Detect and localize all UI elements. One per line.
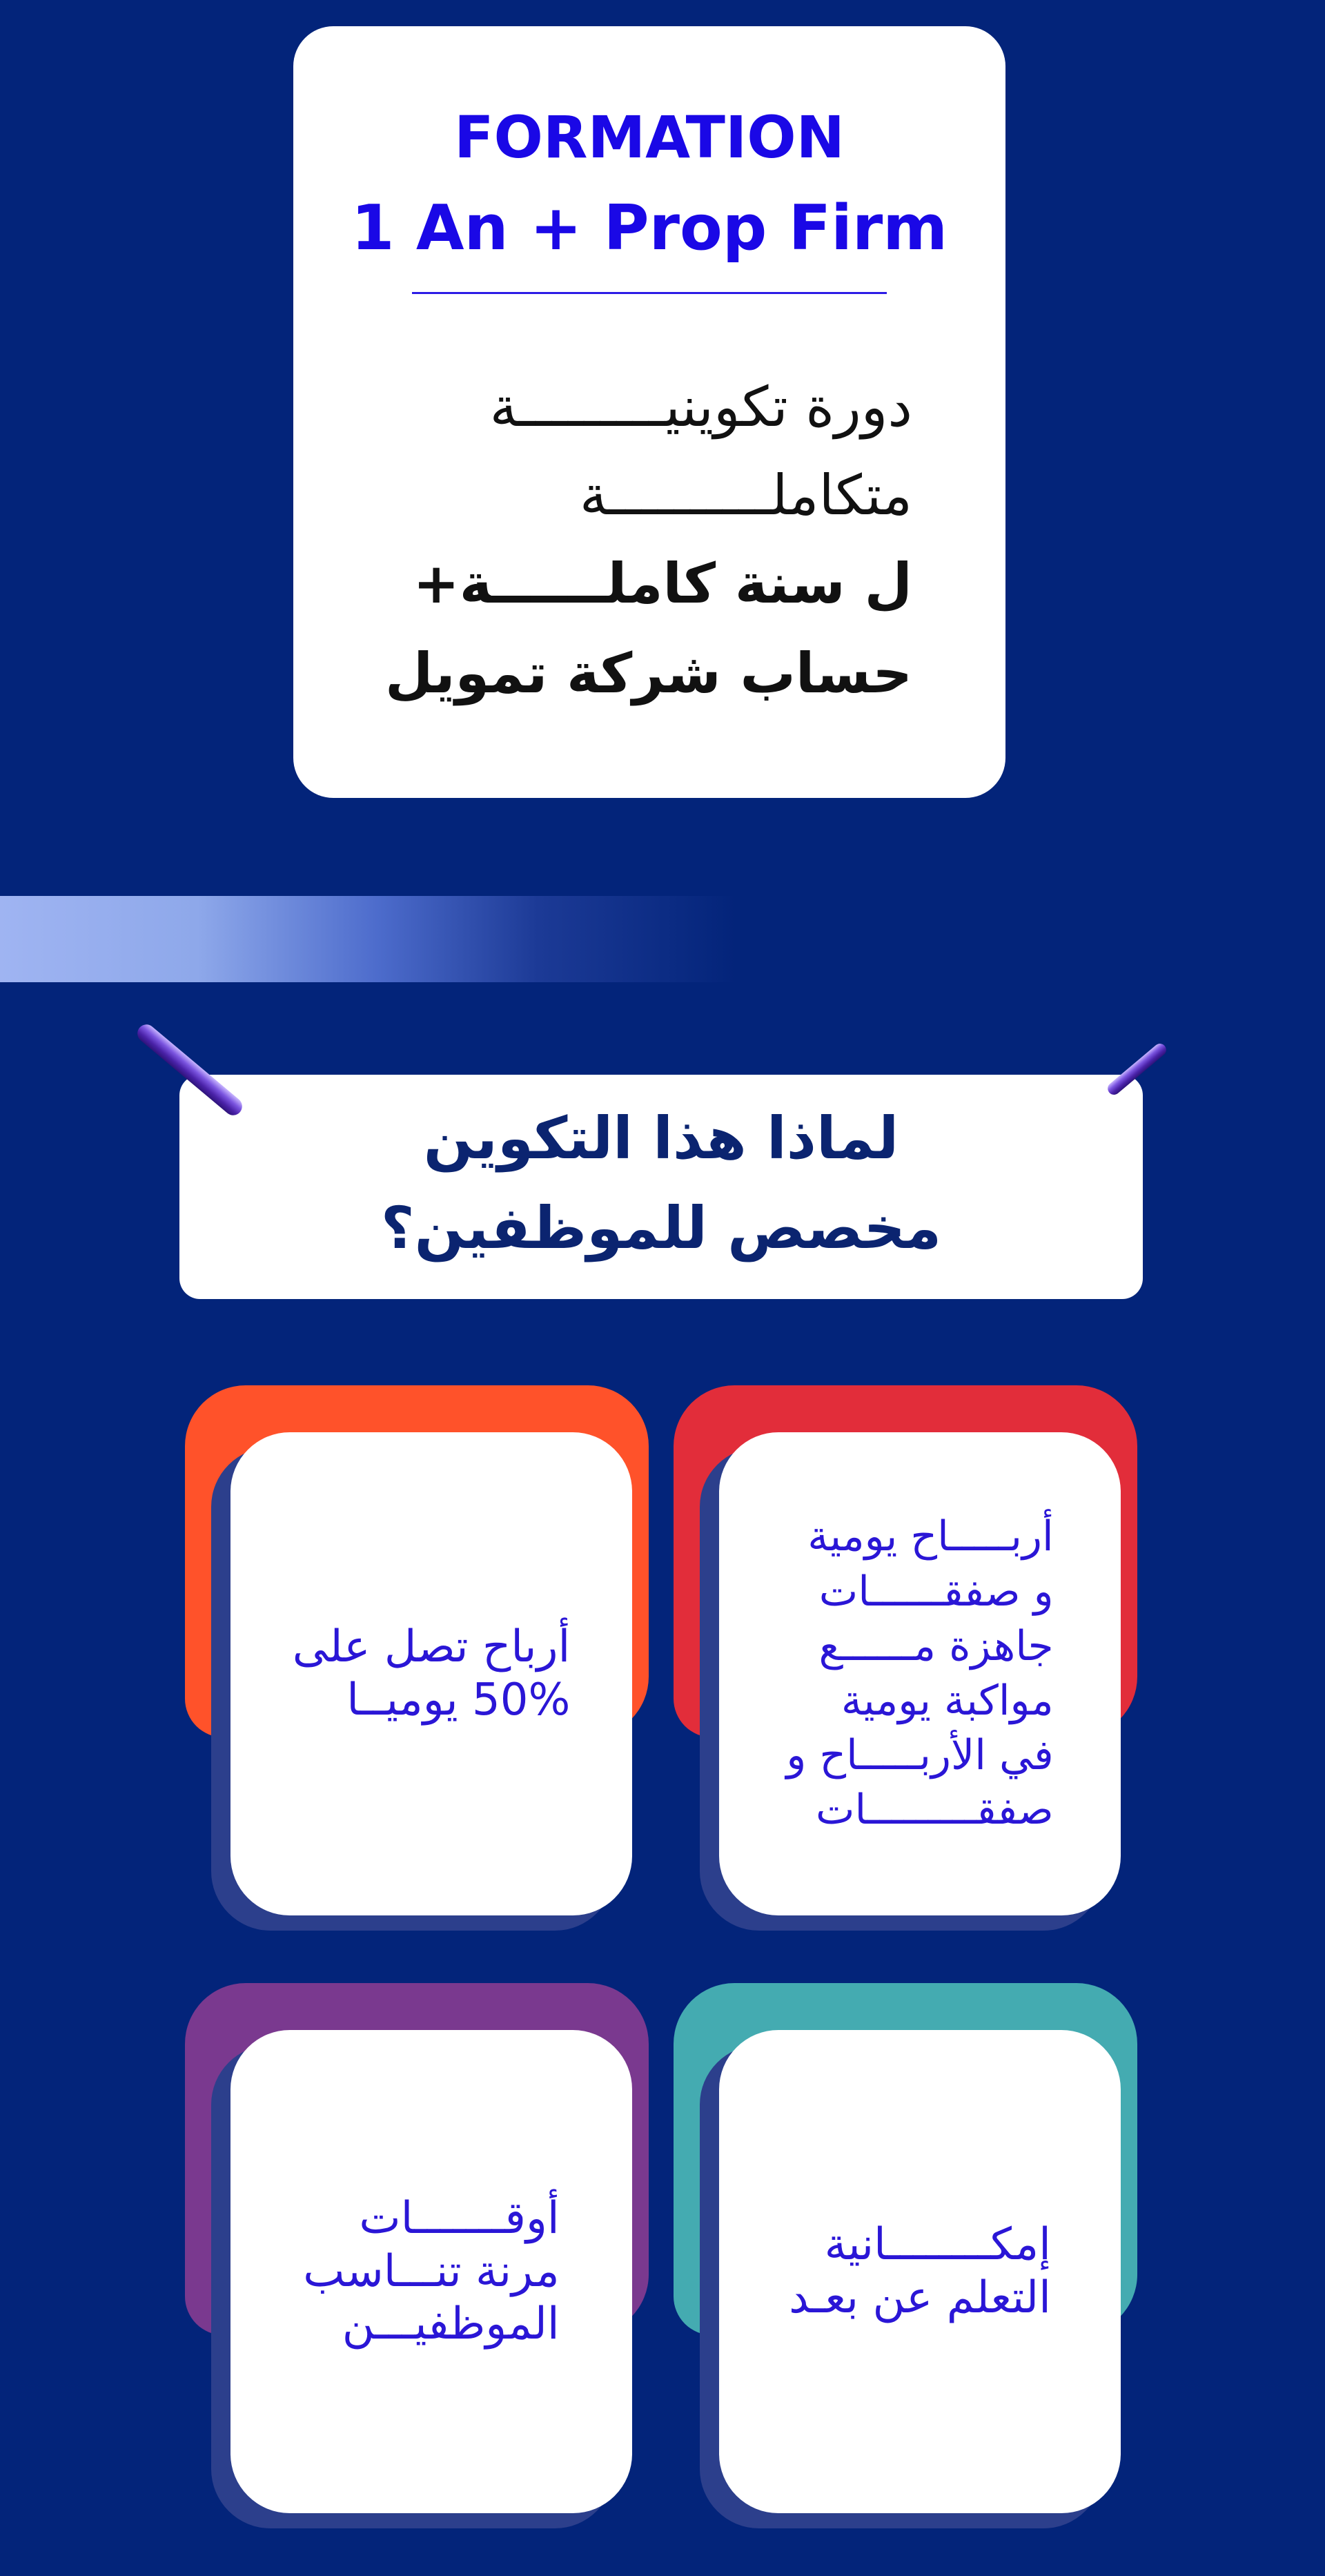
formation-description-line: حساب شركة تمويل — [385, 641, 912, 705]
formation-subtitle: 1 An + Prop Firm — [351, 192, 948, 264]
tile-text: إمكــــــــانية التعلم عن بعـد — [789, 2219, 1051, 2323]
formation-description-line: متكاملــــــــــة — [579, 463, 912, 527]
tile-text: أرباح تصل على 50% يوميــا — [292, 1621, 571, 1726]
gradient-band — [0, 896, 897, 982]
formation-title: FORMATION — [454, 104, 845, 171]
formation-description-line: دورة تكوينيـــــــــة — [489, 375, 912, 439]
title-divider — [412, 292, 887, 294]
tile-text: أوقـــــــات مرنة تنـــاسب الموظفيـــن — [303, 2192, 560, 2350]
feature-tile-remote-learning — [674, 1983, 1143, 2553]
section-heading-banner — [179, 1075, 1143, 1299]
feature-tile-profits — [185, 1385, 654, 1955]
formation-description-line: ل سنة كاملــــــة+ — [413, 552, 912, 616]
feature-tile-flexible-hours — [185, 1983, 654, 2553]
tile-text: أربـــــاح يومية و صفقــــــات جاهزة مــــــع مواكبة يومية في الأربـــــاح و صفقـــــــــات — [786, 1512, 1054, 1835]
section-heading: لماذا هذا التكوين — [423, 1104, 899, 1172]
formation-card — [293, 26, 1005, 798]
feature-tile-daily-trades — [674, 1385, 1143, 1955]
section-heading: مخصص للموظفين؟ — [380, 1194, 942, 1262]
